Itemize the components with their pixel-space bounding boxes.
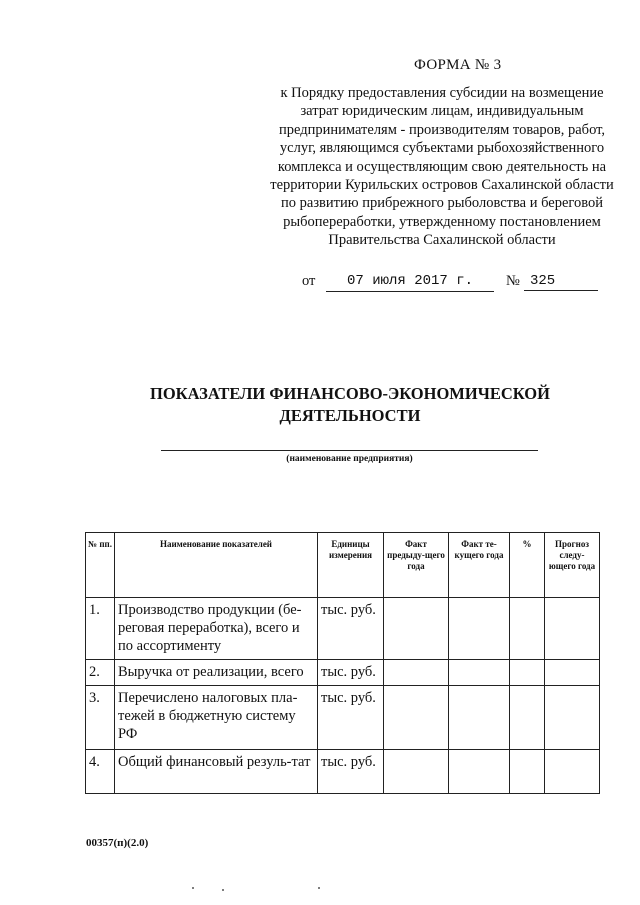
scan-speck bbox=[222, 889, 224, 891]
row-unit: тыс. руб. bbox=[318, 686, 384, 750]
row-prev-year bbox=[384, 686, 449, 750]
company-name-line bbox=[161, 450, 538, 451]
order-date: 07 июля 2017 г. bbox=[326, 273, 494, 292]
row-name: Выручка от реализации, всего bbox=[115, 660, 318, 686]
header-num: № пп. bbox=[86, 533, 115, 598]
row-name: Производство продукции (бе-реговая переработка), всего и по ассортименту bbox=[115, 598, 318, 660]
row-forecast bbox=[545, 660, 600, 686]
table-row bbox=[86, 686, 600, 750]
row-percent bbox=[510, 750, 545, 794]
document-title: ПОКАЗАТЕЛИ ФИНАНСОВО-ЭКОНОМИЧЕСКОЙ ДЕЯТЕЛЬНОСТИ bbox=[150, 384, 550, 425]
table-row bbox=[86, 660, 600, 686]
row-prev-year bbox=[384, 750, 449, 794]
row-current-year bbox=[449, 750, 510, 794]
indicators-table bbox=[85, 532, 600, 794]
order-reference bbox=[302, 273, 602, 293]
row-current-year bbox=[449, 660, 510, 686]
form-code: 00357(п)(2.0) bbox=[86, 837, 149, 849]
row-num: 4. bbox=[86, 750, 115, 794]
order-number: 325 bbox=[524, 273, 598, 291]
row-prev-year bbox=[384, 660, 449, 686]
row-num: 3. bbox=[86, 686, 115, 750]
company-name-caption: (наименование предприятия) bbox=[286, 454, 413, 464]
form-title: ФОРМА № 3 bbox=[414, 57, 502, 73]
row-name: Общий финансовый резуль-тат bbox=[115, 750, 318, 794]
row-prev-year bbox=[384, 598, 449, 660]
row-forecast bbox=[545, 686, 600, 750]
row-unit: тыс. руб. bbox=[318, 750, 384, 794]
header-percent: % bbox=[510, 533, 545, 598]
header-prev-year: Факт предыду-щего года bbox=[384, 533, 449, 598]
row-num: 1. bbox=[86, 598, 115, 660]
row-name: Перечислено налоговых пла-тежей в бюджетную систему РФ bbox=[115, 686, 318, 750]
row-unit: тыс. руб. bbox=[318, 660, 384, 686]
row-percent bbox=[510, 686, 545, 750]
table-header-row bbox=[86, 533, 600, 598]
header-name: Наименование показателей bbox=[115, 533, 318, 598]
row-unit: тыс. руб. bbox=[318, 598, 384, 660]
header-unit: Единицы измерения bbox=[318, 533, 384, 598]
table-row bbox=[86, 598, 600, 660]
row-forecast bbox=[545, 750, 600, 794]
row-forecast bbox=[545, 598, 600, 660]
row-percent bbox=[510, 660, 545, 686]
from-label: от bbox=[302, 273, 316, 289]
row-current-year bbox=[449, 686, 510, 750]
number-label: № bbox=[506, 273, 520, 289]
row-percent bbox=[510, 598, 545, 660]
form-preamble: к Порядку предоставления субсидии на возмещение затрат юридическим лицам, индивидуальным предпринимателям - производителям товаров, работ, услуг, являющимся субъектами рыбохозяйственного комплекса и осуществляющим свою деятельность на территории Курильских островов Сахалинской области по развитию прибрежного рыболовства и береговой рыбопереработки, утвержденному постановлением Правительства Сахалинской области bbox=[270, 85, 614, 249]
header-forecast: Прогноз следу-ющего года bbox=[545, 533, 600, 598]
scan-speck bbox=[192, 887, 194, 889]
row-num: 2. bbox=[86, 660, 115, 686]
row-current-year bbox=[449, 598, 510, 660]
header-current-year: Факт те-кущего года bbox=[449, 533, 510, 598]
table-row bbox=[86, 750, 600, 794]
scan-speck bbox=[318, 887, 320, 889]
